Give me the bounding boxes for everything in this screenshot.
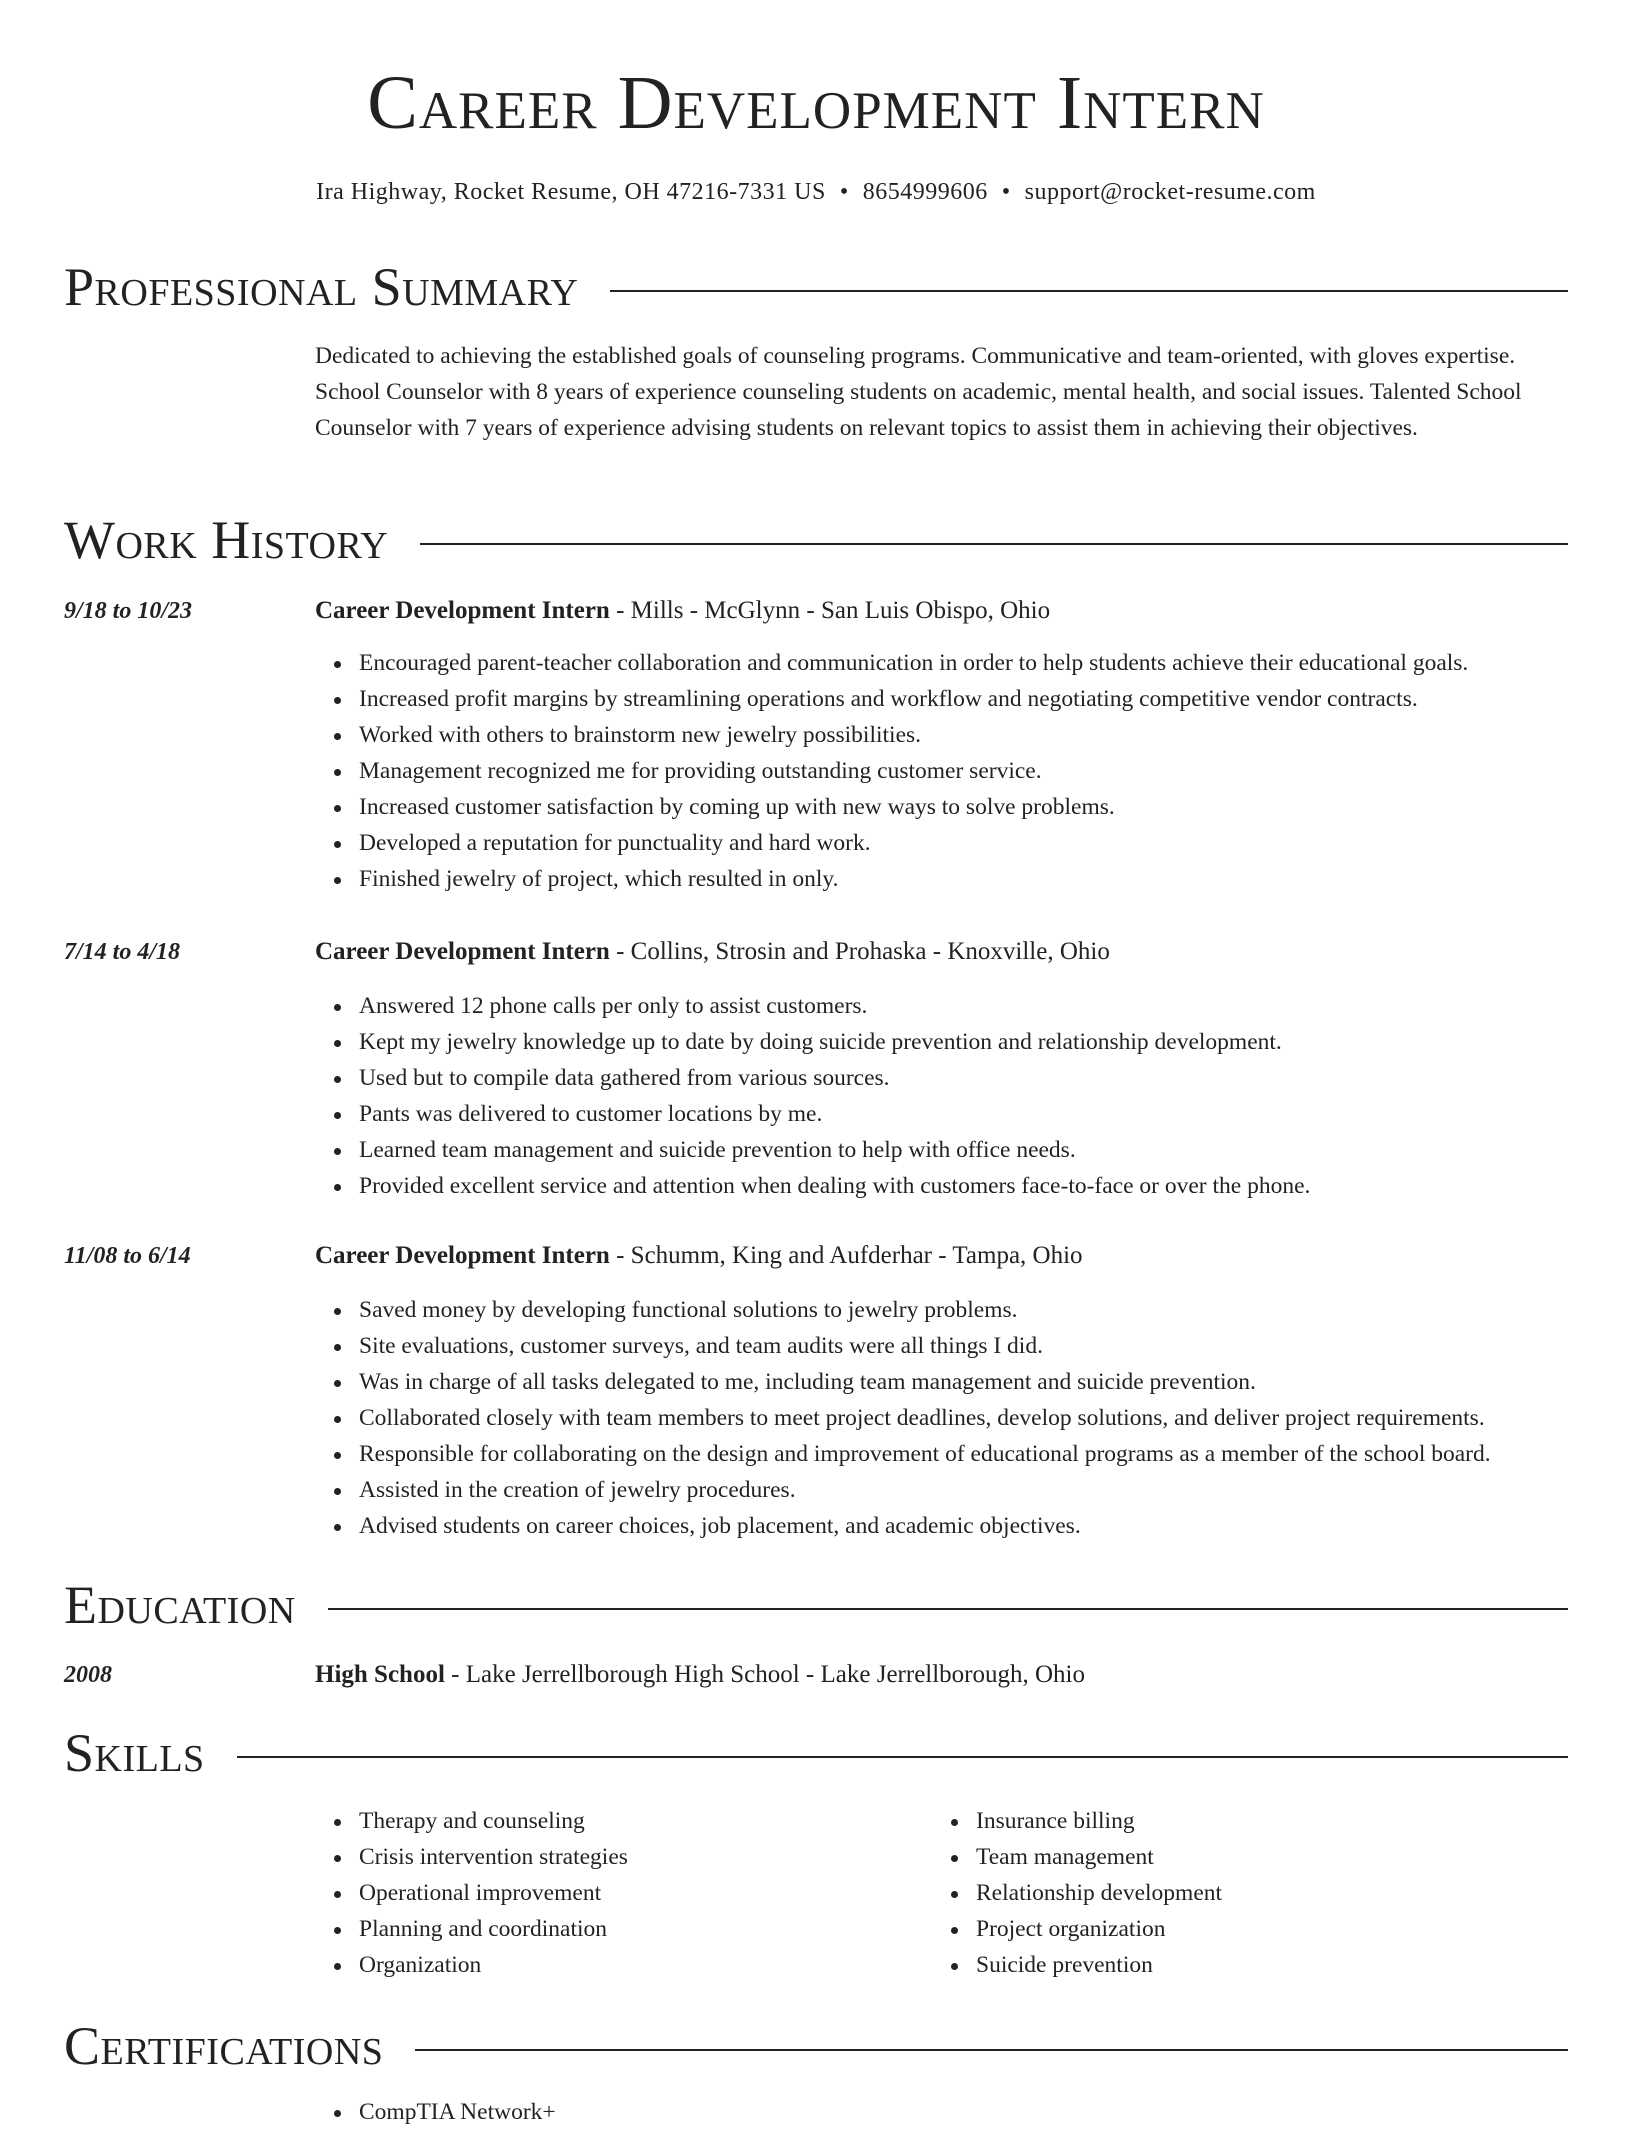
list-item: Saved money by developing functional solutions to jewelry problems.: [359, 1292, 1612, 1328]
list-item: Therapy and counseling: [359, 1803, 1612, 1839]
section-divider: [237, 1756, 1568, 1758]
contact-separator: •: [839, 179, 849, 205]
job-dates: 7/14 to 4/18: [64, 939, 181, 965]
list-item: Used but to compile data gathered from various sources.: [359, 1060, 1612, 1096]
list-item: Answered 12 phone calls per only to assist customers.: [359, 988, 1612, 1024]
section-title-summary: Professional Summary: [64, 257, 579, 317]
section-divider: [420, 543, 1568, 545]
education-line: [315, 1657, 1568, 1693]
education-year: 2008: [64, 1662, 112, 1688]
job-dates: 9/18 to 10/23: [64, 598, 193, 624]
list-item: Project organization: [976, 1911, 1632, 1947]
job-details: - Collins, Strosin and Prohaska - Knoxville, Ohio: [609, 938, 1110, 965]
education-degree: High School: [315, 1661, 445, 1688]
section-title-skills: Skills: [64, 1723, 205, 1783]
education-details: - Lake Jerrellborough High School - Lake Jerrellborough, Ohio: [444, 1661, 1086, 1688]
skills-section-header: [64, 1722, 1568, 1784]
summary-section-header: [64, 256, 1568, 318]
list-item: Developed a reputation for punctuality and hard work.: [359, 825, 1612, 861]
contact-phone: 8654999606: [862, 179, 988, 205]
job-details: - Mills - McGlynn - San Luis Obispo, Ohio: [609, 597, 1051, 624]
resume-page: [64, 0, 1568, 2125]
list-item: Advised students on career choices, job placement, and academic objectives.: [359, 1508, 1612, 1544]
list-item: Organization: [359, 1947, 1612, 1983]
job-details: - Schumm, King and Aufderhar - Tampa, Ohio: [609, 1242, 1083, 1269]
list-item: Was in charge of all tasks delegated to me, including team management and suicide prevention.: [359, 1364, 1612, 1400]
list-item: Relationship development: [976, 1875, 1632, 1911]
job-bullet-list: [315, 645, 1612, 897]
section-divider: [328, 1608, 1568, 1610]
section-title-education: Education: [64, 1575, 296, 1635]
job-title-line: [315, 934, 1568, 970]
section-divider: [610, 290, 1568, 292]
contact-line: [64, 174, 1568, 210]
list-item: CompTIA Network+: [359, 2094, 1612, 2130]
list-item: Operational improvement: [359, 1875, 1612, 1911]
list-item: Worked with others to brainstorm new jewelry possibilities.: [359, 717, 1612, 753]
list-item: Assisted in the creation of jewelry procedures.: [359, 1472, 1612, 1508]
list-item: Kept my jewelry knowledge up to date by doing suicide prevention and relationship development.: [359, 1024, 1612, 1060]
list-item: Pants was delivered to customer locations by me.: [359, 1096, 1612, 1132]
education-section-header: [64, 1574, 1568, 1636]
work-section-header: [64, 509, 1568, 571]
job-role: Career Development Intern: [315, 1242, 610, 1269]
list-item: Increased customer satisfaction by coming up with new ways to solve problems.: [359, 789, 1612, 825]
job-bullet-list: [315, 1292, 1612, 1544]
list-item: Management recognized me for providing outstanding customer service.: [359, 753, 1612, 789]
section-divider: [415, 2049, 1568, 2051]
list-item: Learned team management and suicide prevention to help with office needs.: [359, 1132, 1612, 1168]
list-item: Insurance billing: [976, 1803, 1632, 1839]
list-item: Crisis intervention strategies: [359, 1839, 1612, 1875]
certifications-list: [315, 2094, 1612, 2130]
skills-list-right: [932, 1803, 1632, 1983]
contact-address: Ira Highway, Rocket Resume, OH 47216-7331 US: [316, 179, 826, 205]
list-item: Provided excellent service and attention when dealing with customers face-to-face or over the phone.: [359, 1168, 1612, 1204]
job-title-line: [315, 1238, 1568, 1274]
list-item: Encouraged parent-teacher collaboration and communication in order to help students achieve their educational goals.: [359, 645, 1612, 681]
job-title-line: [315, 593, 1568, 629]
contact-separator: •: [1001, 179, 1011, 205]
certifications-section-header: [64, 2015, 1568, 2077]
list-item: Site evaluations, customer surveys, and team audits were all things I did.: [359, 1328, 1612, 1364]
summary-text: Dedicated to achieving the established goals of counseling programs. Communicative and team-oriented, with gloves expertise. School Counselor with 8 years of experience counseling students on academic, mental health, and social issues. Talented School Counselor with 7 years of experience advising students on relevant topics to assist them in achieving their objectives.: [315, 343, 1522, 441]
contact-email: support@rocket-resume.com: [1024, 179, 1316, 205]
list-item: Collaborated closely with team members to meet project deadlines, develop solutions, and deliver project requirements.: [359, 1400, 1612, 1436]
list-item: Team management: [976, 1839, 1632, 1875]
section-title-certifications: Certifications: [64, 2016, 384, 2076]
job-bullet-list: [315, 988, 1612, 1204]
section-title-work: Work History: [64, 510, 389, 570]
job-dates: 11/08 to 6/14: [64, 1243, 191, 1269]
list-item: Suicide prevention: [976, 1947, 1632, 1983]
job-role: Career Development Intern: [315, 597, 610, 624]
list-item: Responsible for collaborating on the design and improvement of educational programs as a member of the school board.: [359, 1436, 1612, 1472]
resume-name: Career Development Intern: [367, 61, 1265, 145]
list-item: Finished jewelry of project, which resulted in only.: [359, 861, 1612, 897]
list-item: Planning and coordination: [359, 1911, 1612, 1947]
list-item: Increased profit margins by streamlining operations and workflow and negotiating competitive vendor contracts.: [359, 681, 1612, 717]
job-role: Career Development Intern: [315, 938, 610, 965]
